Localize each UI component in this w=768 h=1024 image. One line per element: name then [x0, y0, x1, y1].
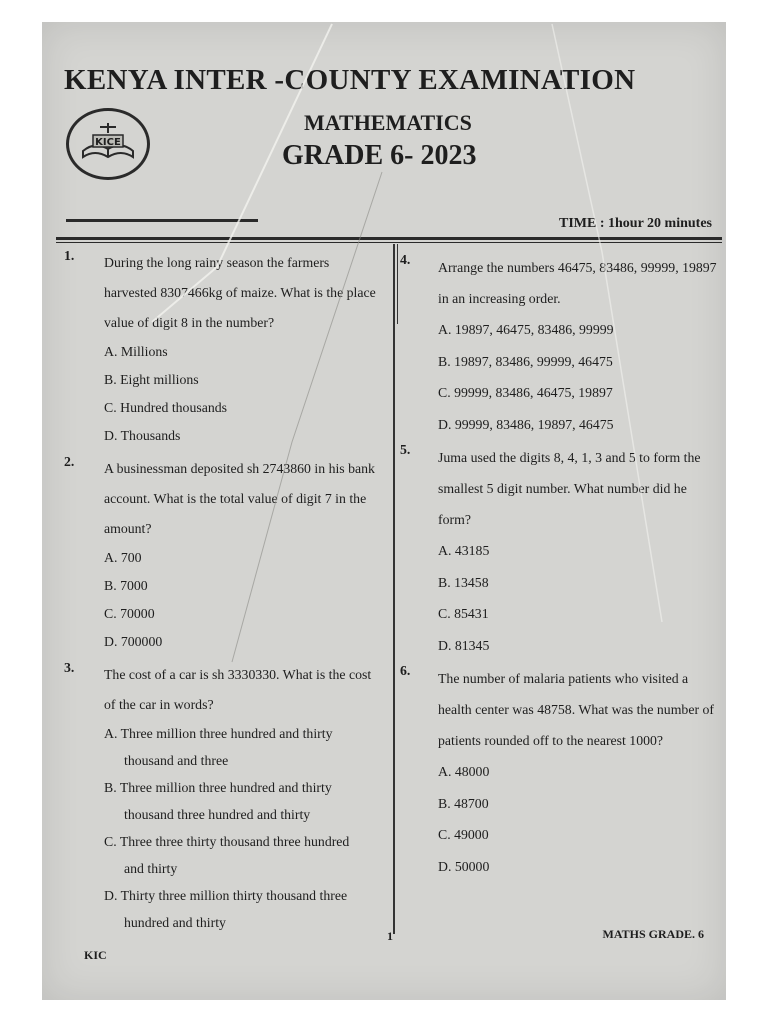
option-label: D. Thirty three million thirty thousand three — [104, 888, 348, 903]
option-continuation: thousand three hundred and thirty — [124, 807, 311, 822]
questions-right-column — [400, 252, 718, 882]
question-options — [104, 544, 384, 656]
option-c[interactable]: C. Hundred thousands — [104, 400, 228, 415]
option-d[interactable]: D. 81345 — [438, 637, 490, 653]
option-d[interactable] — [104, 882, 384, 936]
option-b[interactable] — [104, 774, 384, 828]
grade-title: GRADE 6- 2023 — [282, 140, 477, 171]
question-options — [104, 720, 384, 936]
question-options — [438, 535, 718, 661]
option-continuation: hundred and thirty — [124, 915, 226, 930]
question-options — [438, 756, 718, 882]
footer-code: KIC — [84, 948, 107, 962]
option-c[interactable]: C. 99999, 83486, 46475, 19897 — [438, 385, 613, 400]
question-4 — [400, 252, 718, 440]
questions-left-column — [64, 236, 384, 936]
subject-title: MATHEMATICS — [304, 110, 472, 135]
option-c[interactable]: C. 70000 — [104, 606, 155, 621]
option-b[interactable]: B. Eight millions — [104, 372, 199, 387]
question-3 — [64, 660, 384, 936]
option-b[interactable]: B. 19897, 83486, 99999, 46475 — [438, 353, 613, 369]
option-b[interactable]: B. 7000 — [104, 578, 148, 593]
option-a[interactable] — [104, 720, 384, 774]
option-a[interactable]: A. 700 — [104, 550, 142, 565]
question-6 — [400, 663, 718, 882]
exam-paper — [42, 22, 726, 1000]
question-text: The number of malaria patients who visited a health center was 48758. What was the number of patients rounded off to the nearest 1000? — [438, 671, 714, 748]
option-c[interactable]: C. 85431 — [438, 606, 489, 621]
exam-title: KENYA INTER -COUNTY EXAMINATION — [64, 64, 636, 96]
column-divider — [393, 244, 395, 934]
option-a[interactable]: A. 43185 — [438, 543, 490, 558]
question-number: 6. — [400, 663, 411, 678]
option-b[interactable]: B. 48700 — [438, 795, 489, 811]
column-divider-inner — [397, 244, 398, 324]
logo-text: KICE — [95, 137, 121, 148]
option-label: A. Three million three hundred and thirty — [104, 726, 333, 741]
header-rule-short — [66, 219, 258, 222]
option-a[interactable]: A. Millions — [104, 344, 168, 359]
question-options — [438, 314, 718, 440]
option-continuation: and thirty — [124, 861, 178, 876]
page-number: 1 — [387, 929, 393, 943]
question-number: 4. — [400, 252, 411, 267]
option-a[interactable]: A. 19897, 46475, 83486, 99999 — [438, 322, 614, 337]
question-options — [104, 338, 384, 450]
option-d[interactable]: D. 50000 — [438, 858, 490, 874]
option-label: C. Three three thirty thousand three hundred — [104, 834, 350, 849]
question-text: A businessman deposited sh 2743860 in his bank account. What is the total value of digit 7 in the amount? — [104, 461, 375, 536]
option-b[interactable]: B. 13458 — [438, 574, 489, 590]
option-c[interactable] — [104, 828, 384, 882]
option-d[interactable]: D. 700000 — [104, 634, 163, 649]
question-number: 2. — [64, 454, 75, 469]
question-text: Arrange the numbers 46475, 83486, 99999, 19897 in an increasing order. — [438, 260, 717, 306]
option-label: B. Three million three hundred and thirty — [104, 780, 332, 795]
question-2 — [64, 454, 384, 656]
option-c[interactable]: C. 49000 — [438, 827, 489, 842]
question-text: During the long rainy season the farmers harvested 8307466kg of maize. What is the place value of digit 8 in the number? — [104, 255, 376, 330]
question-text: The cost of a car is sh 3330330. What is the cost of the car in words? — [104, 667, 372, 712]
question-number: 3. — [64, 660, 75, 675]
question-5 — [400, 442, 718, 661]
option-d[interactable]: D. 99999, 83486, 19897, 46475 — [438, 416, 614, 432]
question-number: 1. — [64, 248, 75, 263]
option-a[interactable]: A. 48000 — [438, 764, 490, 779]
exam-time: TIME : 1hour 20 minutes — [559, 216, 712, 231]
question-number: 5. — [400, 442, 411, 457]
question-1 — [64, 248, 384, 450]
option-continuation: thousand and three — [124, 753, 229, 768]
book-icon — [69, 111, 147, 177]
option-d[interactable]: D. Thousands — [104, 428, 181, 443]
kice-logo — [66, 108, 150, 180]
footer-subject-grade: MATHS GRADE. 6 — [602, 927, 704, 941]
question-text: Juma used the digits 8, 4, 1, 3 and 5 to form the smallest 5 digit number. What number did he form? — [438, 450, 701, 527]
